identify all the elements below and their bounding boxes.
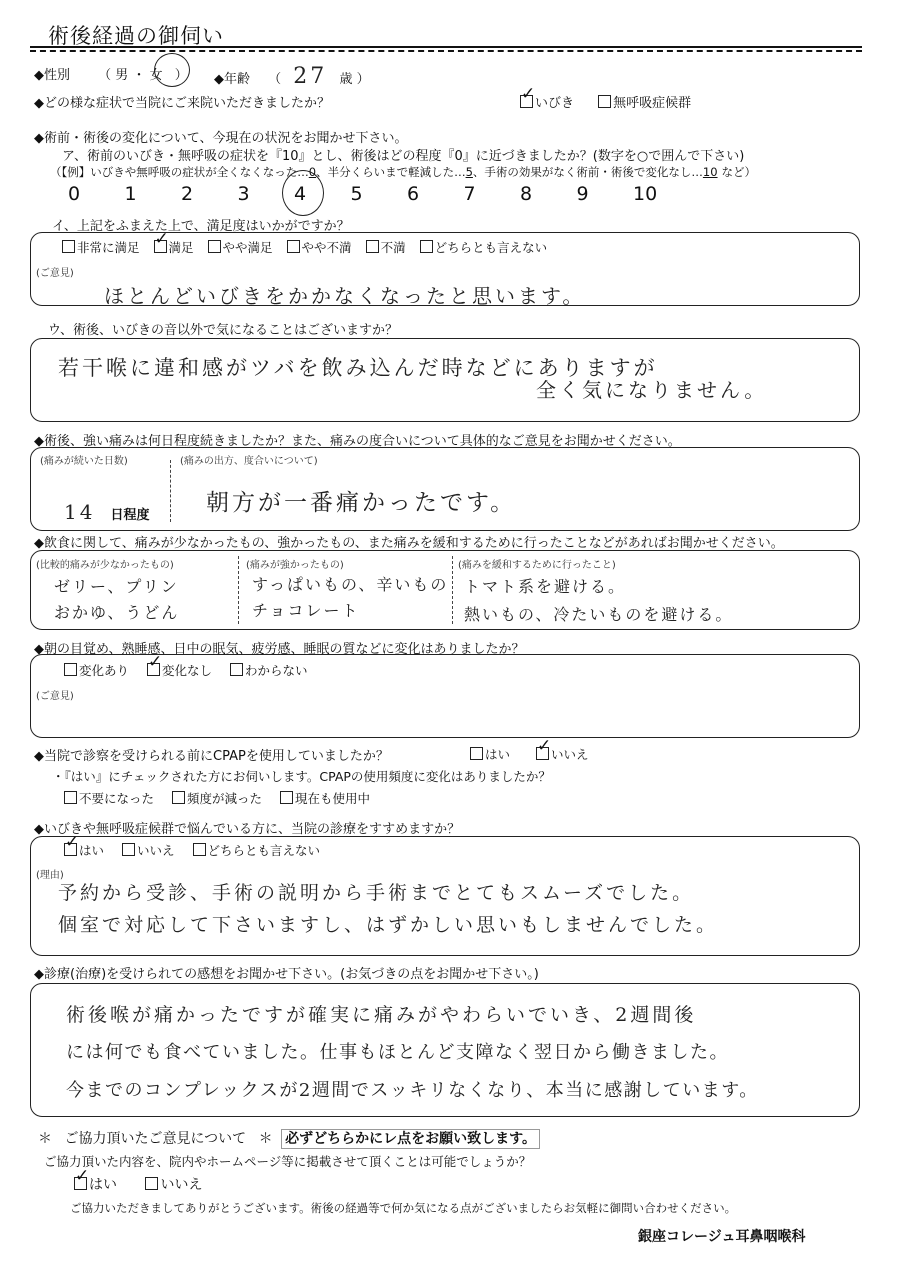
change-example <box>50 164 756 180</box>
age-open: （ <box>268 72 282 87</box>
satisfaction-label-3: やや不満 <box>301 240 352 255</box>
age-row <box>214 64 370 89</box>
consent-no-label: いいえ <box>160 1177 203 1193</box>
recommend-options <box>64 841 338 859</box>
satisfaction-label-5: どちらとも言えない <box>434 240 548 255</box>
cpap-frequency-option-2[interactable] <box>280 791 370 806</box>
age-unit: 歳 <box>339 72 353 87</box>
consent-yes-checkbox[interactable] <box>74 1177 87 1190</box>
apnea-checkbox[interactable] <box>598 95 611 108</box>
pain-question: ◆術後、強い痛みは何日程度続きましたか？また、痛みの度合いについて具体的なご意見をお聞かせください。 <box>34 434 681 449</box>
food-col2-line1[interactable]: すっぱいもの、辛いもの <box>252 575 449 594</box>
other-concerns-line2[interactable]: 全く気になりません。 <box>536 378 768 402</box>
cpap-yes-checkbox[interactable] <box>470 747 483 760</box>
pain-days-value[interactable]: 14 <box>64 500 96 524</box>
cpap-options <box>470 745 589 763</box>
sleep-label-0: 変化あり <box>79 663 130 678</box>
gender-open: （ <box>98 68 112 83</box>
scale-option-0[interactable]: 0 <box>68 183 81 205</box>
sleep-checkbox-2[interactable] <box>230 663 243 676</box>
sleep-question: ◆朝の目覚め、熟睡感、日中の眠気、疲労感、睡眠の質などに変化はありましたか？ <box>34 642 525 657</box>
recommend-label-1: いいえ <box>137 843 175 858</box>
food-col3-line1[interactable]: トマト系を避ける。 <box>464 577 627 596</box>
cpap-frequency-checkbox-1[interactable] <box>172 791 185 804</box>
scale-option-5[interactable]: 5 <box>350 183 363 205</box>
gender-female-option[interactable]: 女 <box>149 68 163 83</box>
sleep-checkbox-0[interactable] <box>64 663 77 676</box>
satisfaction-checkbox-2[interactable] <box>208 240 221 253</box>
thanks-text: ご協力いただきましてありがとうございます。術後の経過等で何か気になる点がございましたらお気軽に御問い合わせください。 <box>70 1201 737 1215</box>
scale-option-2[interactable]: 2 <box>181 183 194 205</box>
food-col3-label: (痛みを緩和するために行ったこと) <box>458 560 616 571</box>
cpap-no-checkbox[interactable] <box>536 747 549 760</box>
symptom-question: ◆どの様な症状で当院にご来院いただきましたか？ <box>34 96 330 111</box>
food-col3-line2[interactable]: 熱いもの、冷たいものを避ける。 <box>464 605 734 624</box>
scale-option-6[interactable]: 6 <box>407 183 420 205</box>
pain-divider <box>170 460 171 522</box>
impression-line2[interactable]: には何でも食べていました。仕事もほとんど支障なく翌日から働きました。 <box>66 1042 729 1063</box>
satisfaction-checkbox-0[interactable] <box>62 240 75 253</box>
recommend-label-0: はい <box>79 843 105 858</box>
satisfaction-option-4[interactable] <box>366 240 406 255</box>
satisfaction-option-2[interactable] <box>208 240 273 255</box>
example-tail: など） <box>721 165 757 179</box>
scale-option-4[interactable]: 4 <box>294 183 307 205</box>
gender-label: ◆性別 <box>34 68 70 83</box>
other-concerns-line1[interactable]: 若干喉に違和感がツバを飲み込んだ時などにありますが <box>58 356 658 380</box>
example-five: 5 <box>465 165 473 179</box>
sleep-checkbox-1[interactable] <box>147 663 160 676</box>
food-col2-label: (痛みが強かったもの) <box>246 560 344 571</box>
consent-star-1: ＊ <box>38 1131 52 1147</box>
food-col2-line2[interactable]: チョコレート <box>252 601 360 620</box>
scale-option-9[interactable]: 9 <box>576 183 589 205</box>
cpap-frequency-label-1: 頻度が減った <box>187 791 263 806</box>
cpap-frequency-option-1[interactable] <box>172 791 262 806</box>
recommend-checkbox-2[interactable] <box>193 843 206 856</box>
food-col1-label: (比較的痛みが少なかったもの) <box>36 560 174 571</box>
cpap-frequency-label-0: 不要になった <box>79 791 155 806</box>
consent-header <box>38 1128 540 1148</box>
title-underline <box>30 46 862 48</box>
change-subquestion: ア、術前のいびき・無呼吸の症状を『10』とし、術後はどの程度『0』に近づきましたか？(数字を○で囲んで下さい) <box>62 149 745 164</box>
sleep-options <box>64 661 326 679</box>
food-divider-2 <box>452 556 453 624</box>
recommend-option-1[interactable] <box>122 843 175 858</box>
other-concerns-question: ウ、術後、いびきの音以外で気になることはございますか？ <box>48 323 398 338</box>
pain-days-label: (痛みが続いた日数) <box>40 456 128 467</box>
age-label: ◆年齢 <box>214 72 250 87</box>
food-col1-line2[interactable]: おかゆ、うどん <box>54 603 180 622</box>
cpap-yes-label: はい <box>485 747 511 762</box>
gender-male-option[interactable]: 男 <box>115 68 129 83</box>
sleep-opinion-label: (ご意見) <box>36 691 74 702</box>
cpap-frequency-options <box>64 789 388 807</box>
snoring-label: いびき <box>535 96 575 111</box>
title-dashed-rule <box>30 50 862 52</box>
satisfaction-checkbox-1[interactable] <box>154 240 167 253</box>
satisfaction-label-4: 不満 <box>380 240 406 255</box>
gender-close: ） <box>174 68 188 83</box>
consent-options <box>74 1174 202 1194</box>
recommend-reason-line1[interactable]: 予約から受診、手術の説明から手術までとてもスムーズでした。 <box>58 882 695 904</box>
food-divider-1 <box>238 556 239 624</box>
satisfaction-option-5[interactable] <box>420 240 548 255</box>
cpap-frequency-checkbox-0[interactable] <box>64 791 77 804</box>
consent-question: ご協力頂いた内容を、院内やホームページ等に掲載させて頂くことは可能でしょうか？ <box>44 1154 532 1169</box>
apnea-label: 無呼吸症候群 <box>613 96 692 111</box>
sleep-option-2[interactable] <box>230 663 308 678</box>
recommend-checkbox-0[interactable] <box>64 843 77 856</box>
example-ten: 10 <box>702 165 718 179</box>
satisfaction-option-3[interactable] <box>287 240 352 255</box>
food-question: ◆飲食に関して、痛みが少なかったもの、強かったもの、また痛みを緩和するために行ったことなどがあればお聞かせください。 <box>34 536 784 551</box>
impression-line3[interactable]: 今までのコンプレックスが2週間でスッキリなくなり、本当に感謝しています。 <box>66 1080 759 1101</box>
satisfaction-opinion-label: (ご意見) <box>36 268 74 279</box>
clinic-name: 銀座コレージュ耳鼻咽喉科 <box>638 1229 806 1245</box>
sleep-label-2: わからない <box>245 663 308 678</box>
change-question: ◆術前・術後の変化について、今現在の状況をお聞かせ下さい。 <box>34 131 408 146</box>
satisfaction-label-0: 非常に満足 <box>77 240 140 255</box>
cpap-frequency-label-2: 現在も使用中 <box>295 791 371 806</box>
satisfaction-opinion[interactable]: ほとんどいびきをかかなくなったと思います。 <box>104 284 586 308</box>
consent-yes-label: はい <box>89 1177 117 1193</box>
example-end-text: 、手術の効果がなく術前・術後で変化なし… <box>472 165 703 179</box>
recommend-option-0[interactable] <box>64 843 104 858</box>
symptom-options <box>520 92 691 111</box>
recommend-label-2: どちらとも言えない <box>207 843 321 858</box>
cpap-question: ◆当院で診察を受けられる前にCPAPを使用していましたか？ <box>34 749 389 764</box>
satisfaction-question: イ、上記をふまえた上で、満足度はいかがですか？ <box>52 219 350 234</box>
improvement-scale <box>68 183 708 209</box>
scale-option-8[interactable]: 8 <box>520 183 533 205</box>
cpap-subquestion: ・『はい』にチェックされた方にお伺いします。CPAPの使用頻度に変化はありましたか？ <box>52 769 551 784</box>
satisfaction-label-2: やや満足 <box>222 240 273 255</box>
scale-option-3[interactable]: 3 <box>237 183 250 205</box>
scale-option-1[interactable]: 1 <box>124 183 137 205</box>
consent-label: ご協力頂いたご意見について <box>64 1131 247 1147</box>
gender-selected-circle <box>154 53 190 87</box>
recommend-reason-label: (理由) <box>36 870 64 881</box>
sleep-option-1[interactable] <box>147 663 212 678</box>
satisfaction-checkbox-4[interactable] <box>366 240 379 253</box>
page-title: 術後経過の御伺い <box>48 24 224 48</box>
satisfaction-option-0[interactable] <box>62 240 140 255</box>
satisfaction-options <box>62 238 561 256</box>
age-close: ） <box>356 72 370 87</box>
recommend-option-2[interactable] <box>193 843 321 858</box>
pain-detail[interactable]: 朝方が一番痛かったです。 <box>206 490 517 516</box>
cpap-frequency-checkbox-2[interactable] <box>280 791 293 804</box>
consent-required-note: 必ずどちらかにレ点をお願い致します。 <box>281 1129 540 1149</box>
impression-question: ◆診療(治療)を受けられての感想をお聞かせ下さい。(お気づきの点をお聞かせ下さい。) <box>34 967 539 982</box>
satisfaction-option-1[interactable] <box>154 240 194 255</box>
snoring-checkbox[interactable] <box>520 95 533 108</box>
pain-detail-label: (痛みの出方、度合いについて) <box>180 456 318 467</box>
recommend-checkbox-1[interactable] <box>122 843 135 856</box>
sleep-option-0[interactable] <box>64 663 129 678</box>
satisfaction-label-1: 満足 <box>168 240 194 255</box>
scale-selected-circle <box>282 170 324 216</box>
consent-no-checkbox[interactable] <box>145 1177 158 1190</box>
age-value[interactable]: 27 <box>293 64 328 89</box>
example-text: （【例】いびきや無呼吸の症状が全くなくなった… <box>50 165 309 179</box>
consent-star-2: ＊ <box>258 1131 273 1147</box>
scale-option-10[interactable]: 10 <box>633 183 658 205</box>
cpap-no-label: いいえ <box>551 747 589 762</box>
scale-option-7[interactable]: 7 <box>463 183 476 205</box>
impression-line1[interactable]: 術後喉が痛かったですが確実に痛みがやわらいでいき、2週間後 <box>66 1004 697 1026</box>
recommend-question: ◆いびきや無呼吸症候群で悩んでいる方に、当院の診療をすすめますか？ <box>34 822 461 837</box>
example-zero: 0 <box>308 165 317 179</box>
recommend-reason-line2[interactable]: 個室で対応して下さいますし、はずかしい思いもしませんでした。 <box>58 914 719 936</box>
gender-separator: ・ <box>132 68 146 83</box>
pain-days-row <box>64 500 150 524</box>
food-col1-line1[interactable]: ゼリー、プリン <box>54 577 179 596</box>
satisfaction-checkbox-5[interactable] <box>420 240 433 253</box>
sleep-label-1: 変化なし <box>162 663 213 678</box>
pain-days-unit: 日程度 <box>110 508 150 523</box>
example-mid-text: 、半分くらいまで軽減した… <box>316 165 466 179</box>
satisfaction-checkbox-3[interactable] <box>287 240 300 253</box>
cpap-frequency-option-0[interactable] <box>64 791 154 806</box>
